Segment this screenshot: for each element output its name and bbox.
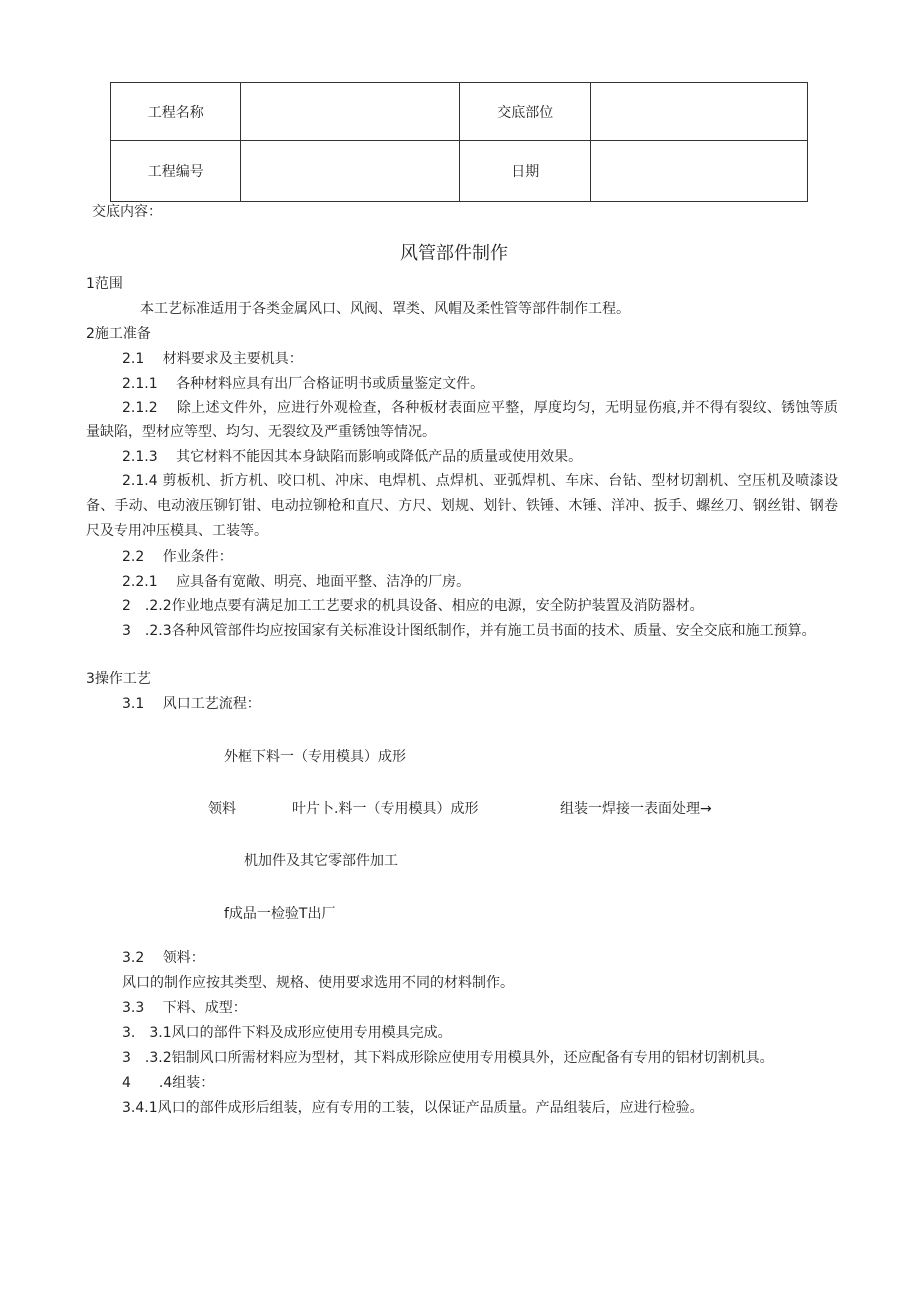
section-1-body: 本工艺标准适用于各类金属风口、风阀、罩类、风帽及柔性管等部件制作工程。: [140, 301, 630, 317]
date-value: [590, 141, 807, 202]
flow-step-frame: 外框下料一（专用模具）成形: [224, 749, 406, 765]
section-2-1-2: 2.1.2 除上述文件外，应进行外观检查，各种板材表面应平整，厚度均匀，无明显伤痕,并不得有裂纹、锈蚀等质量缺陷，型材应等型、均匀、无裂纹及严重锈蚀等情况。: [86, 400, 838, 440]
handover-part-value: [590, 83, 807, 141]
header-table: [110, 82, 808, 202]
project-name-label: 工程名称: [111, 83, 241, 141]
section-2-1-3: 2.1.3 其它材料不能因其本身缺陷而影响或降低产品的质量或使用效果。: [122, 449, 583, 465]
section-2-heading: 2施工准备: [86, 326, 151, 342]
flow-step-assemble: 组装一焊接一表面处理→: [560, 801, 712, 817]
section-2-2-1: 2.2.1 应具备有宽敞、明亮、地面平整、洁净的厂房。: [122, 574, 471, 590]
section-3-4: 4 .4组装：: [122, 1075, 215, 1091]
flow-step-machining: 机加件及其它零部件加工: [244, 853, 398, 869]
page-title: 风管部件制作: [400, 243, 508, 264]
flow-step-receive: 领料: [208, 801, 236, 817]
project-number-value: [241, 141, 460, 202]
section-2-2: 2.2 作业条件：: [122, 549, 233, 565]
section-2-1: 2.1 材料要求及主要机具：: [122, 351, 303, 367]
handover-content-label: 交底内容：: [92, 204, 162, 220]
section-3-3: 3.3 下料、成型：: [122, 1000, 247, 1016]
section-2-1-4: 2.1.4 剪板机、折方机、咬口机、冲床、电焊机、点焊机、亚弧焊机、车床、台钻、型材切割机、空压机及喷漆设备、手动、电动液压铆钉钳、电动拉铆枪和直尺、方尺、划规、划针、铁锤、木锤、洋冲、扳手、螺丝刀、钢丝钳、钢卷尺及专用冲压模具、工装等。: [86, 473, 838, 539]
project-name-value: [241, 83, 460, 141]
flow-step-blade: 叶片卜.料一（专用模具）成形: [292, 801, 479, 817]
section-2-1-1: 2.1.1 各种材料应具有出厂合格证明书或质量鉴定文件。: [122, 376, 485, 392]
section-3-4-1: 3.4.1风口的部件成形后组装，应有专用的工装，以保证产品质量。产品组装后，应进行检验。: [122, 1100, 704, 1116]
section-3-3-2: 3 .3.2铝制风口所需材料应为型材，其下料成形除应使用专用模具外，还应配备有专用的铝材切割机具。: [122, 1050, 774, 1066]
date-label: 日期: [460, 141, 590, 202]
section-3-1: 3.1 风口工艺流程：: [122, 696, 261, 712]
section-2-2-2: 2 .2.2作业地点要有满足加工工艺要求的机具设备、相应的电源，安全防护装置及消防器材。: [122, 598, 704, 614]
section-3-2-body: 风口的制作应按其类型、规格、使用要求选用不同的材料制作。: [122, 975, 514, 991]
section-1-heading: 1范围: [86, 276, 123, 292]
handover-part-label: 交底部位: [460, 83, 590, 141]
project-number-label: 工程编号: [111, 141, 241, 202]
section-3-3-1: 3. 3.1风口的部件下料及成形应使用专用模具完成。: [122, 1025, 452, 1041]
section-3-heading: 3操作工艺: [86, 671, 151, 687]
section-3-2: 3.2 领料：: [122, 950, 205, 966]
flow-step-finish: f成品一检验T出厂: [224, 906, 336, 922]
section-2-2-3: 3 .2.3各种风管部件均应按国家有关标准设计图纸制作，并有施工员书面的技术、质量、安全交底和施工预算。: [122, 623, 816, 639]
